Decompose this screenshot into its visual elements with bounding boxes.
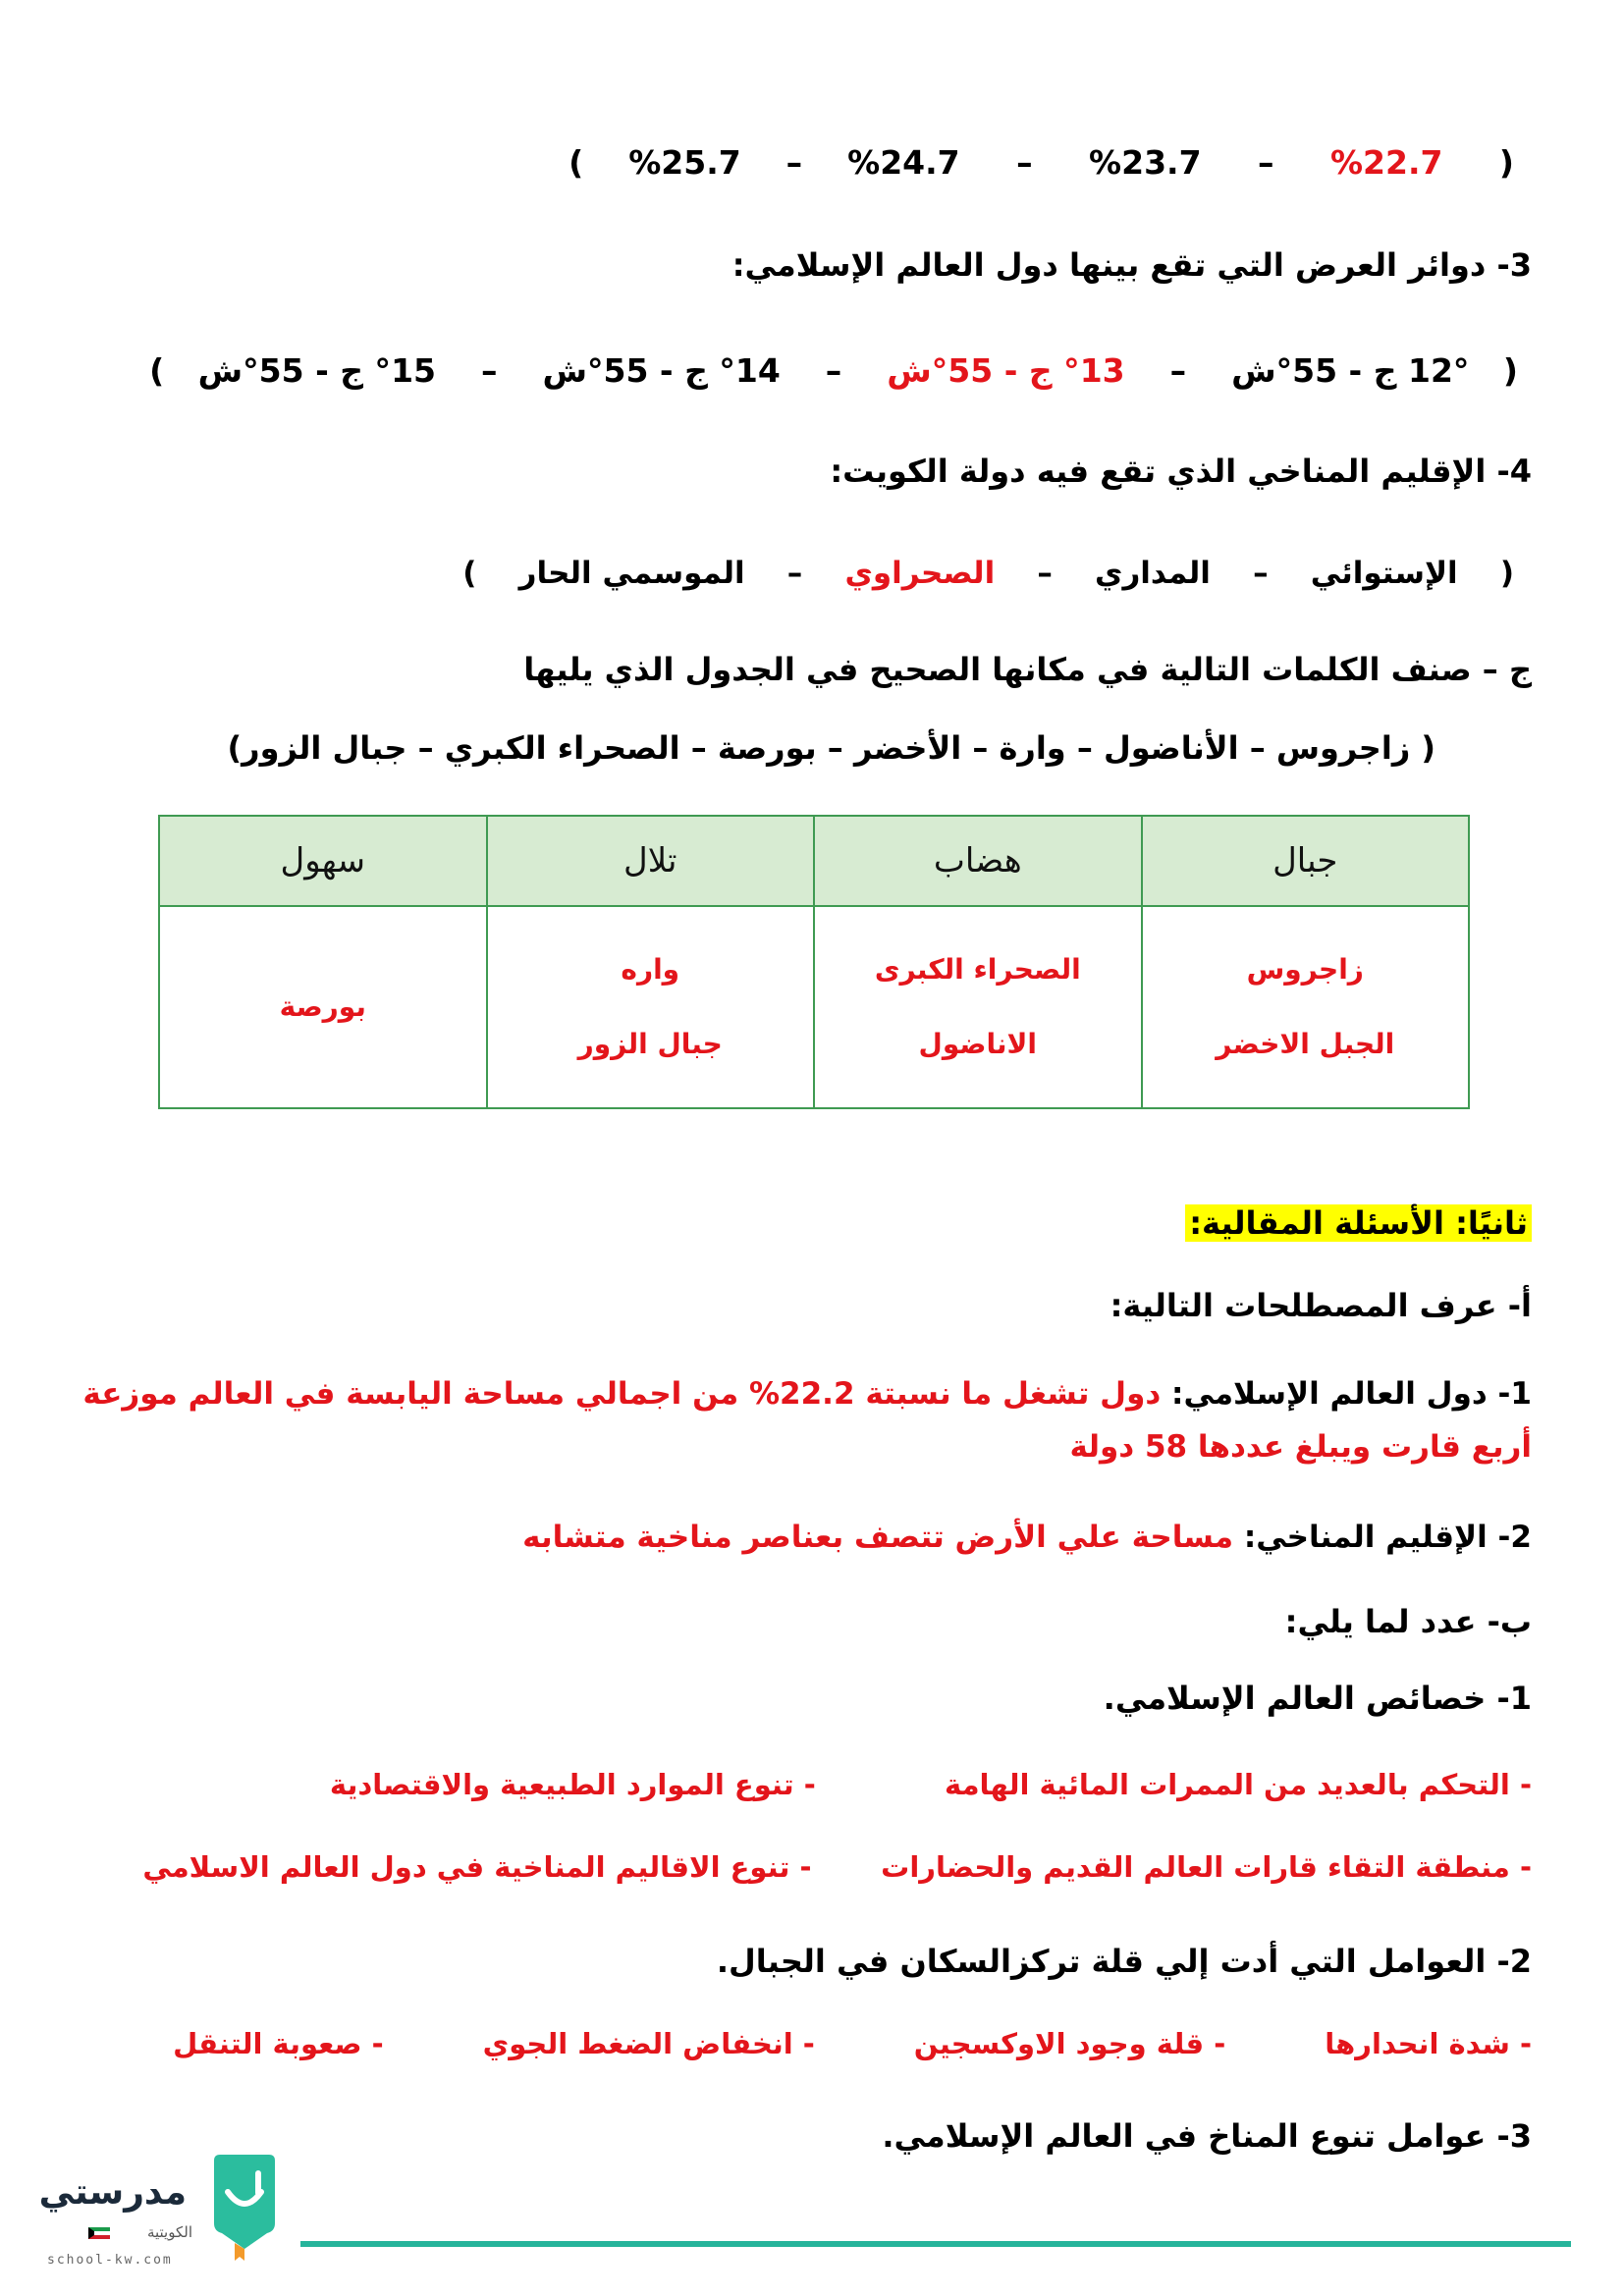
answer-cell-text: الاناضول bbox=[918, 1028, 1037, 1060]
definition-2-term: 2- الإقليم المناخي: bbox=[1233, 1520, 1532, 1555]
q4-options bbox=[462, 552, 1514, 595]
paren-open: ( bbox=[1502, 351, 1518, 390]
definition-1 bbox=[59, 1372, 1532, 1415]
header-plains: سهول bbox=[159, 816, 487, 906]
header-hills: تلال bbox=[487, 816, 815, 906]
b1-title: 1- خصائص العالم الإسلامي. bbox=[1103, 1680, 1532, 1717]
separator: – bbox=[786, 556, 803, 591]
logo-badge-icon bbox=[204, 2155, 285, 2261]
separator: – bbox=[1037, 556, 1053, 591]
logo-wordmark: مدرستي bbox=[38, 2172, 187, 2213]
list-item: - قلة وجود الاوكسجين bbox=[913, 2027, 1226, 2060]
paren-close: ) bbox=[462, 556, 477, 591]
definition-2 bbox=[59, 1516, 1532, 1559]
list-item: - شدة انحدارها bbox=[1325, 2027, 1532, 2060]
q4-option-1: الإستوائي bbox=[1310, 556, 1458, 591]
footer-divider bbox=[300, 2241, 1571, 2247]
b3-title: 3- عوامل تنوع المناخ في العالم الإسلامي. bbox=[882, 2117, 1532, 2155]
q3-option-3: 14° ج - 55°ش bbox=[542, 351, 781, 390]
q2-option-4: %25.7 bbox=[628, 143, 741, 182]
list-item: - تنوع الاقاليم المناخية في دول العالم الاسلامي bbox=[142, 1850, 812, 1884]
answer-cell-text: زاجروس bbox=[1246, 953, 1364, 986]
q2-option-3: %24.7 bbox=[847, 143, 960, 182]
answer-cell-text: واره bbox=[621, 953, 680, 986]
q4-option-2: المداري bbox=[1095, 556, 1211, 591]
b2-title: 2- العوامل التي أدت إلي قلة تركزالسكان في الجبال. bbox=[716, 1943, 1532, 1980]
answer-cell-text: الصحراء الكبرى bbox=[874, 953, 1081, 986]
classification-table bbox=[158, 815, 1470, 1109]
separator: – bbox=[1258, 143, 1274, 182]
section-c-word-list: ( زاجروس – الأناضول – وارة – الأخضر – بورصة – الصحراء الكبري – جبال الزور) bbox=[227, 729, 1435, 767]
table-row bbox=[159, 906, 1469, 1108]
part2-heading bbox=[59, 1201, 1532, 1245]
table-cell bbox=[1142, 906, 1470, 1108]
table-cell bbox=[159, 906, 487, 1108]
header-mountains: جبال bbox=[1142, 816, 1470, 906]
q4-option-3-correct: الصحراوي bbox=[844, 556, 996, 591]
list-item: - منطقة التقاء قارات العالم القديم والحضارات bbox=[881, 1850, 1532, 1884]
table-header-row bbox=[159, 816, 1469, 906]
q2-options bbox=[568, 141, 1514, 185]
part2-a-title: أ- عرف المصطلحات التالية: bbox=[1110, 1287, 1532, 1324]
b1-answer-row-1 bbox=[59, 1763, 1532, 1806]
table-cell bbox=[487, 906, 815, 1108]
q2-option-2: %23.7 bbox=[1089, 143, 1202, 182]
q4-option-4: الموسمي الحار bbox=[518, 556, 745, 591]
q3-option-4: 15° ج - 55°ش bbox=[197, 351, 436, 390]
q3-option-1: 12° ج - 55°ش bbox=[1231, 351, 1470, 390]
paren-open: ( bbox=[1499, 556, 1514, 591]
logo-url: school-kw.com bbox=[47, 2253, 173, 2268]
definition-1-answer: دول تشغل ما نسبتة 22.2% من اجمالي مساحة اليابسة في العالم موزعة bbox=[82, 1376, 1162, 1412]
answer-cell-text: بورصة bbox=[279, 990, 366, 1023]
separator: – bbox=[785, 143, 803, 182]
school-logo bbox=[39, 2155, 295, 2282]
definition-1-answer-continued: أربع قارت ويبلغ عددها 58 دولة bbox=[1069, 1429, 1532, 1465]
table-cell bbox=[814, 906, 1142, 1108]
q4-title: 4- الإقليم المناخي الذي تقع فيه دولة الكويت: bbox=[830, 453, 1532, 490]
separator: – bbox=[480, 351, 498, 390]
paren-close: ) bbox=[149, 351, 165, 390]
paren-close: ) bbox=[568, 143, 584, 182]
part2-b-title: ب- عدد لما يلي: bbox=[1284, 1603, 1532, 1640]
separator: – bbox=[1016, 143, 1033, 182]
answer-cell-text: جبال الزور bbox=[577, 1028, 723, 1060]
b1-answer-row-2 bbox=[59, 1845, 1532, 1889]
definition-1-term: 1- دول العالم الإسلامي: bbox=[1161, 1376, 1532, 1412]
part2-heading-text: ثانيًا: الأسئلة المقالية: bbox=[1185, 1204, 1532, 1242]
q2-option-1-correct: %22.7 bbox=[1329, 143, 1443, 182]
list-item: - التحكم بالعديد من الممرات المائية الهامة bbox=[945, 1768, 1532, 1801]
logo-subtitle: الكويتية bbox=[146, 2223, 192, 2241]
separator: – bbox=[1169, 351, 1187, 390]
header-plateaus: هضاب bbox=[814, 816, 1142, 906]
separator: – bbox=[1253, 556, 1269, 591]
list-item: - تنوع الموارد الطبيعية والاقتصادية bbox=[329, 1768, 816, 1801]
q3-options bbox=[149, 349, 1518, 393]
list-item: - صعوبة التنقل bbox=[173, 2027, 384, 2060]
q3-option-2-correct: 13° ج - 55°ش bbox=[887, 351, 1125, 390]
b2-answer-row bbox=[59, 2022, 1532, 2065]
kuwait-flag-icon bbox=[88, 2227, 110, 2239]
paren-open: ( bbox=[1498, 143, 1514, 182]
list-item: - انخفاض الضغط الجوي bbox=[482, 2027, 815, 2060]
definition-2-answer: مساحة علي الأرض تتصف بعناصر مناخية متشابه bbox=[522, 1520, 1234, 1555]
section-c-title: ج – صنف الكلمات التالية في مكانها الصحيح في الجدول الذي يليها bbox=[523, 651, 1532, 688]
q3-title: 3- دوائر العرض التي تقع بينها دول العالم الإسلامي: bbox=[731, 246, 1532, 284]
answer-cell-text: الجبل الاخضر bbox=[1216, 1028, 1395, 1060]
separator: – bbox=[825, 351, 842, 390]
